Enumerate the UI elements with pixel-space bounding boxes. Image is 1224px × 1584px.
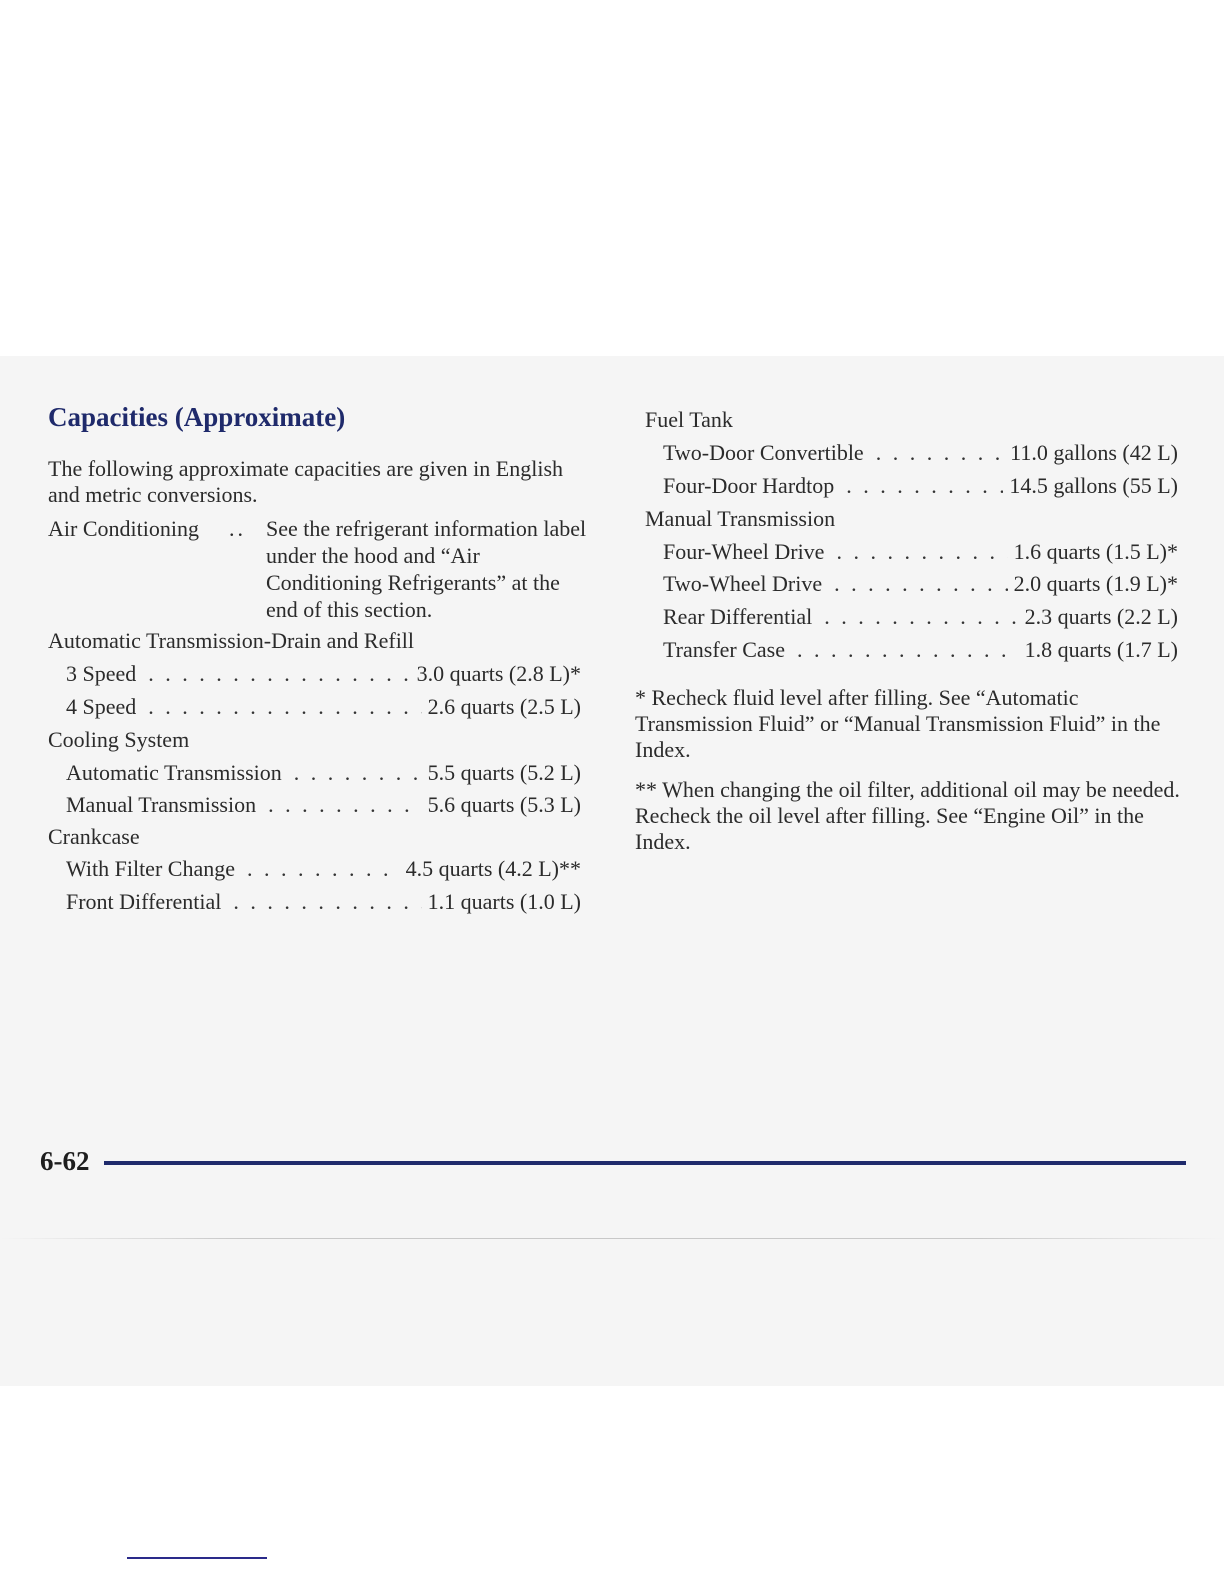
intro-text: The following approximate capacities are given in English and metric conversions. — [48, 456, 564, 507]
dot-leader — [148, 660, 410, 687]
manual-trans-heading: Manual Transmission — [645, 506, 836, 531]
capacity-label: Manual Transmission — [66, 792, 257, 817]
capacity-row — [66, 759, 581, 786]
dot-leader — [836, 538, 1007, 565]
footnote-single-star: * Recheck fluid level after filling. See “Automatic Transmission Fluid” or “Manual Transmission Fluid” in the Index. — [635, 685, 1161, 762]
capacity-row — [663, 603, 1178, 630]
capacity-value: 4.5 quarts (4.2 L)** — [405, 856, 581, 881]
capacity-label: Two-Wheel Drive — [663, 571, 823, 596]
dot-leader — [876, 439, 1004, 466]
capacity-label: 3 Speed — [66, 661, 137, 686]
dot-leader — [247, 855, 400, 882]
capacity-row — [66, 888, 581, 915]
dot-leader — [824, 603, 1018, 630]
footer-rule — [104, 1161, 1186, 1165]
capacity-value: 5.5 quarts (5.2 L) — [427, 760, 581, 785]
crankcase-heading: Crankcase — [48, 824, 140, 849]
page-number: 6-62 — [40, 1146, 90, 1176]
footnote-double-star: ** When changing the oil filter, additional oil may be needed. Recheck the oil level after filling. See “Engine Oil” in the Index. — [635, 777, 1180, 854]
capacity-value: 1.1 quarts (1.0 L) — [427, 889, 581, 914]
capacity-value: 14.5 gallons (55 L) — [1009, 473, 1178, 498]
capacity-row — [66, 693, 581, 720]
capacity-label: Rear Differential — [663, 604, 813, 629]
capacity-value: 2.3 quarts (2.2 L) — [1024, 604, 1178, 629]
fuel-tank-heading: Fuel Tank — [645, 407, 733, 432]
capacity-label: Transfer Case — [663, 637, 785, 662]
capacity-value: 1.6 quarts (1.5 L)* — [1013, 539, 1178, 564]
dot-leader — [233, 888, 421, 915]
air-conditioning-description: See the refrigerant information label under the hood and “Air Conditioning Refrigerants” at the end of this section. — [266, 516, 587, 622]
dot-leader — [294, 759, 422, 786]
capacity-value: 5.6 quarts (5.3 L) — [427, 792, 581, 817]
capacity-label: Four-Wheel Drive — [663, 539, 825, 564]
dot-leader — [797, 636, 1019, 663]
capacity-label: Front Differential — [66, 889, 222, 914]
capacity-row — [663, 570, 1178, 597]
dot-leader — [268, 791, 422, 818]
capacity-label: Automatic Transmission — [66, 760, 282, 785]
capacity-row — [663, 472, 1178, 499]
capacity-label: With Filter Change — [66, 856, 235, 881]
scan-artifact-line — [0, 1238, 1224, 1239]
capacity-value: 1.8 quarts (1.7 L) — [1024, 637, 1178, 662]
bottom-link-underline — [127, 1557, 267, 1559]
auto-trans-heading: Automatic Transmission-Drain and Refill — [48, 628, 415, 653]
dot-leader — [846, 472, 1003, 499]
capacity-value: 3.0 quarts (2.8 L)* — [416, 661, 581, 686]
air-conditioning-label: Air Conditioning — [48, 516, 199, 541]
capacity-row — [66, 855, 581, 882]
dot-leader — [834, 570, 1008, 597]
capacity-label: Four-Door Hardtop — [663, 473, 835, 498]
capacity-row — [66, 660, 581, 687]
page-title: Capacities (Approximate) — [48, 402, 346, 432]
capacity-row — [663, 538, 1178, 565]
cooling-heading: Cooling System — [48, 727, 190, 752]
capacity-label: Two-Door Convertible — [663, 440, 864, 465]
air-conditioning-leader: .. — [229, 516, 246, 541]
dot-leader — [148, 693, 421, 720]
capacity-row — [663, 636, 1178, 663]
capacity-value: 2.6 quarts (2.5 L) — [427, 694, 581, 719]
capacity-row — [66, 791, 581, 818]
capacity-row — [663, 439, 1178, 466]
capacity-value: 11.0 gallons (42 L) — [1010, 440, 1178, 465]
capacity-label: 4 Speed — [66, 694, 137, 719]
capacity-value: 2.0 quarts (1.9 L)* — [1013, 571, 1178, 596]
